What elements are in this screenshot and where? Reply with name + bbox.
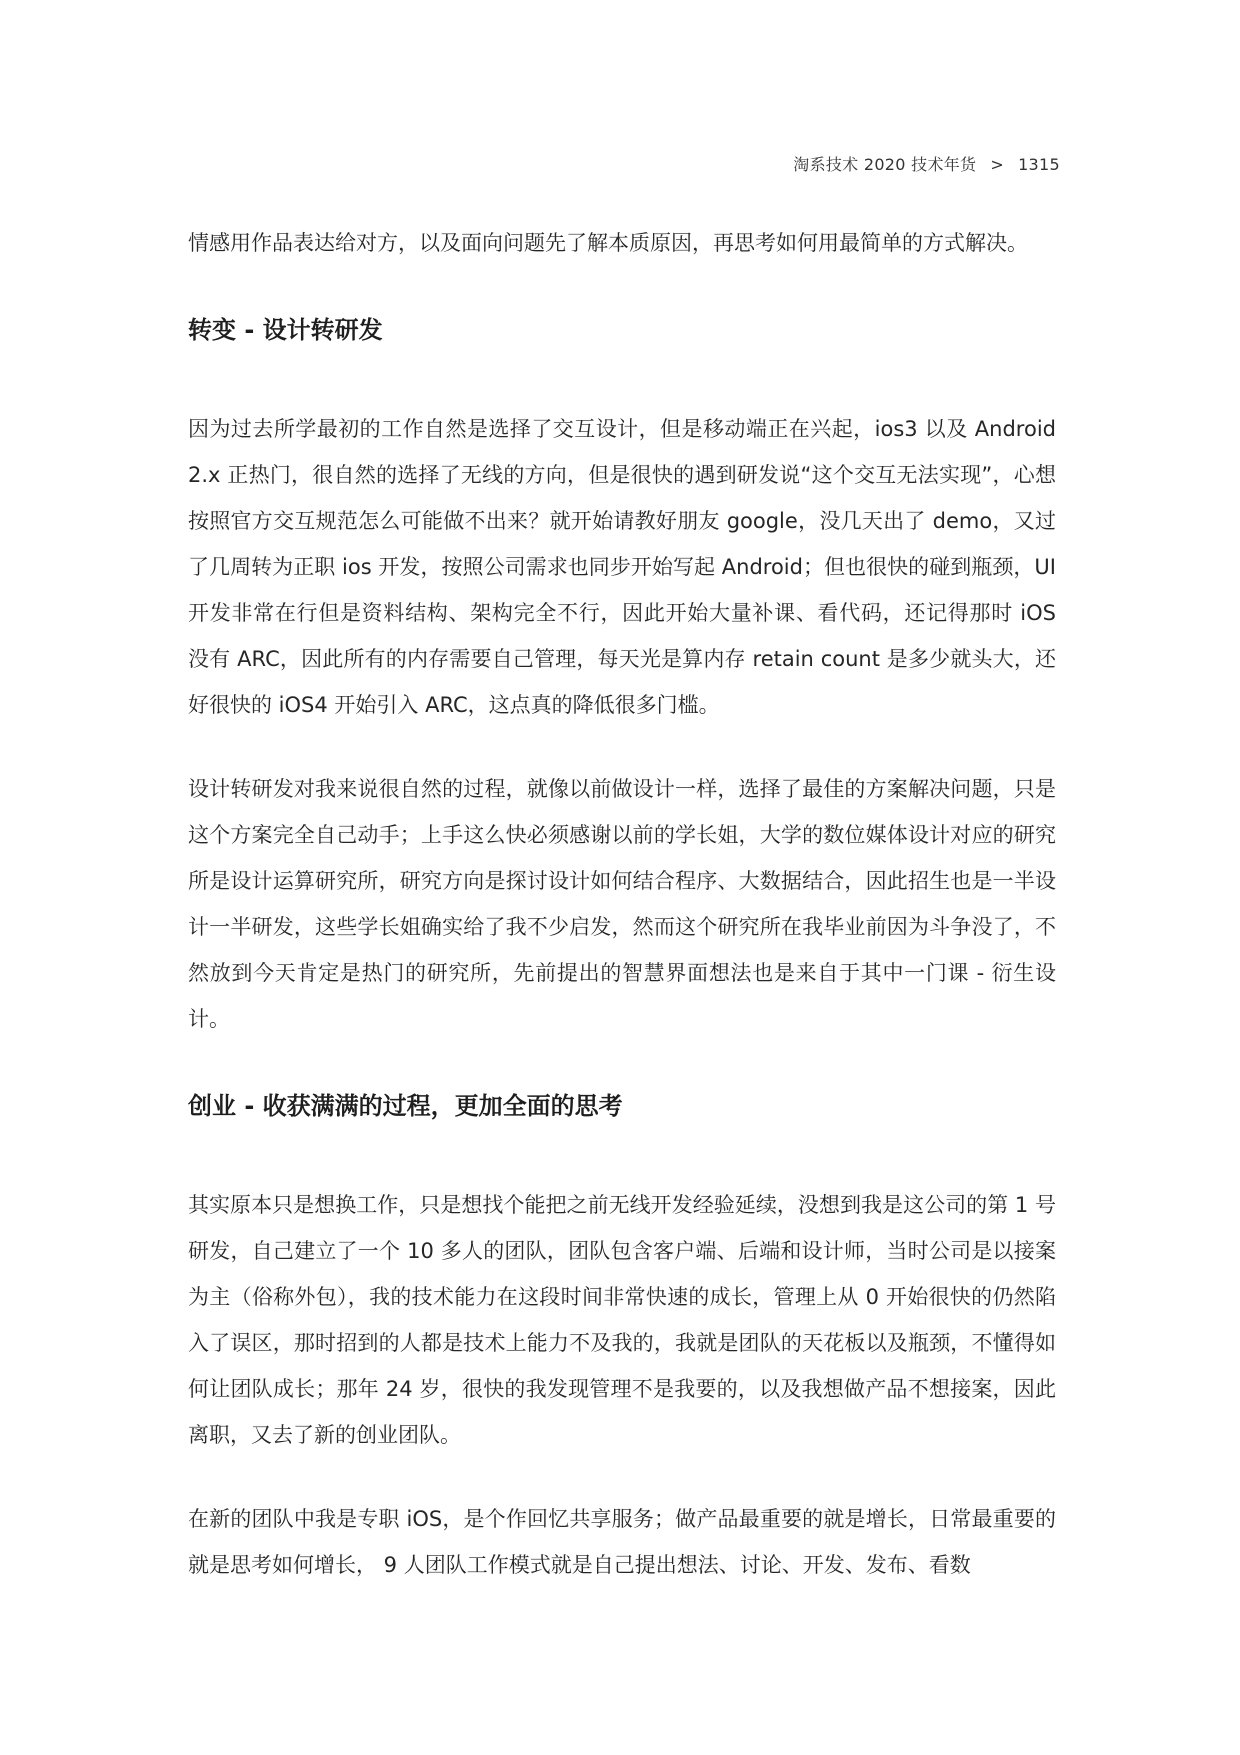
spacer (188, 1458, 1056, 1496)
page-number: 1315 (1018, 155, 1060, 174)
spacer (188, 350, 1056, 406)
spacer (188, 1042, 1056, 1086)
spacer (188, 728, 1056, 766)
book-title: 淘系技术 2020 技术年货 (793, 155, 977, 174)
header-separator: > (990, 155, 1005, 174)
paragraph-first-startup: 其实原本只是想换工作，只是想找个能把之前无线开发经验延续，没想到我是这公司的第 1 号研发，自己建立了一个 10 多人的团队，团队包含客户端、后端和设计师，当时公司是以接案为主（俗称外包），我的技术能力在这段时间非常快速的成长，管理上从 0 开始很快的仍然陷入了误区，那时招到的人都是技术上能力不及我的，我就是团队的天花板以及瓶颈，不懂得如何让团队成长；那年 24 岁，很快的我发现管理不是我要的，以及我想做产品不想接案，因此离职，又去了新的创业团队。 (188, 1193, 1056, 1447)
paragraph-design-to-dev: 因为过去所学最初的工作自然是选择了交互设计，但是移动端正在兴起，ios3 以及 Android 2.x 正热门，很自然的选择了无线的方向，但是很快的遇到研发说“这个交互无法实现”，心想按照官方交互规范怎么可能做不出来？就开始请教好朋友 google，没几天出了 demo，又过了几周转为正职 ios 开发，按照公司需求也同步开始写起 Android；但也很快的碰到瓶颈，UI 开发非常在行但是资料结构、架构完全不行，因此开始大量补课、看代码，还记得那时 iOS 没有 ARC，因此所有的内存需要自己管理，每天光是算内存 retain count 是多少就头大，还好很快的 iOS4 开始引入 ARC，这点真的降低很多门槛。 (188, 417, 1056, 717)
spacer (188, 1126, 1056, 1182)
section-heading-startup: 创业 - 收获满满的过程，更加全面的思考 (188, 1092, 623, 1120)
page-content (188, 220, 1056, 1588)
paragraph-design-reflection: 设计转研发对我来说很自然的过程，就像以前做设计一样，选择了最佳的方案解决问题，只是这个方案完全自己动手；上手这么快必须感谢以前的学长姐，大学的数位媒体设计对应的研究所是设计运算研究所，研究方向是探讨设计如何结合程序、大数据结合，因此招生也是一半设计一半研发，这些学长姐确实给了我不少启发，然而这个研究所在我毕业前因为斗争没了，不然放到今天肯定是热门的研究所，先前提出的智慧界面想法也是来自于其中一门课 - 衍生设计。 (188, 777, 1056, 1031)
intro-paragraph: 情感用作品表达给对方，以及面向问题先了解本质原因，再思考如何用最简单的方式解决。 (188, 231, 1028, 255)
spacer (188, 266, 1056, 310)
paragraph-new-team: 在新的团队中我是专职 iOS，是个作回忆共享服务；做产品最重要的就是增长，日常最重要的就是思考如何增长， 9 人团队工作模式就是自己提出想法、讨论、开发、发布、看数 (188, 1507, 1056, 1577)
running-header (793, 152, 1060, 175)
section-heading-transition: 转变 - 设计转研发 (188, 316, 383, 344)
